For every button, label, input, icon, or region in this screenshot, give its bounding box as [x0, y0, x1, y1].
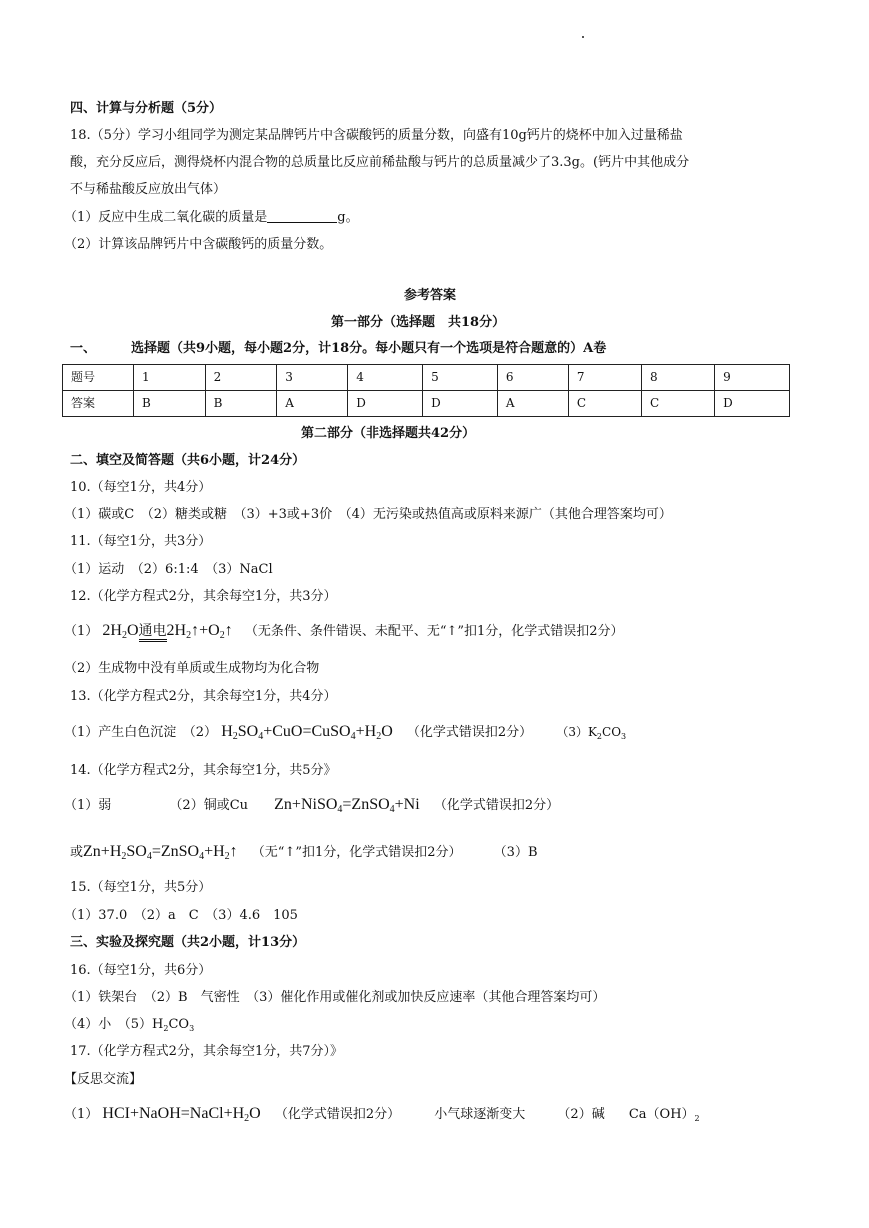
formula-text: 2H: [166, 622, 187, 639]
q16-head: 16.（每空1分，共6分）: [70, 963, 212, 978]
q16-answer1: （1）铁架台 （2）B 气密性 （3）催化作用或催化剂或加快反应速率（其他合理答案均可）: [64, 990, 606, 1005]
q14-note2: （无“↑”扣1分，化学式错误扣2分）: [251, 845, 462, 860]
subscript: 2: [186, 630, 192, 641]
q14-answer1: [64, 796, 559, 815]
q14-head: 14.（化学方程式2分，其余每空1分，共5分》: [70, 763, 337, 778]
formula-text: Zn+H: [83, 843, 122, 860]
q17-note: （化学式错误扣2分）: [274, 1107, 401, 1122]
q14-note: （化学式错误扣2分）: [433, 798, 560, 813]
subscript: 4: [389, 804, 395, 815]
table-cell: 答案: [63, 391, 134, 417]
answer-blank: [267, 210, 337, 223]
subscript: 4: [199, 851, 205, 862]
table-cell: B: [205, 391, 277, 417]
q12-answer1: [64, 622, 624, 641]
answer-title: 参考答案: [404, 288, 457, 303]
gas-arrow: ↑: [224, 622, 233, 639]
q15-head: 15.（每空1分，共5分）: [70, 880, 212, 895]
table-cell: A: [497, 391, 568, 417]
q18-sub1-text: （1）反应中生成二氧化碳的质量是: [64, 210, 268, 225]
q11-head: 11.（每空1分，共3分）: [70, 534, 212, 549]
table-cell: 3: [277, 365, 348, 391]
q18-line2: 酸，充分反应后，测得烧杯内混合物的总质量比反应前稀盐酸与钙片的总质量减少了3.3g。(钙片中其他成分: [70, 155, 690, 170]
subscript: 4: [350, 731, 356, 742]
q13-head: 13.（化学方程式2分，其余每空1分，共4分）: [70, 689, 337, 704]
subscript: 4: [258, 731, 264, 742]
section-1-title: 选择题（共9小题，每小题2分，计18分。每小题只有一个选项是符合题意的）A卷: [131, 341, 607, 356]
section-1-num: 一、: [70, 341, 97, 356]
q12-label: （1）: [64, 624, 99, 639]
q18-line3: 不与稀盐酸反应放出气体）: [70, 182, 227, 197]
formula-text: Ca（OH）: [628, 1107, 695, 1122]
formula-text: +H: [355, 723, 377, 740]
table-cell: D: [348, 391, 423, 417]
q17-answer: [64, 1105, 700, 1124]
part2-title: 第二部分（非选择题共42分）: [301, 426, 476, 441]
formula-text: Zn+NiSO: [274, 796, 338, 813]
q16-answer2: [64, 1016, 194, 1034]
q14-part3: （3）B: [493, 845, 538, 860]
q14-part1: （1）弱: [64, 798, 112, 813]
part1-title: 第一部分（选择题 共18分）: [331, 315, 506, 330]
q14-equation2: [83, 843, 238, 860]
formula-text: +Ni: [394, 796, 420, 813]
subscript: 2: [163, 1024, 169, 1033]
table-cell: 1: [134, 365, 206, 391]
q18-sub1: [64, 209, 359, 227]
section-3-title: 三、实验及探究题（共2小题，计13分）: [70, 935, 306, 950]
q15-answer: （1）37.0 （2）a C （3）4.6 105: [64, 908, 298, 923]
q17-part1: （1）: [64, 1107, 99, 1122]
formula-text: CO: [168, 1017, 190, 1032]
q12-note: （无条件、条件错误、未配平、无“↑”扣1分，化学式错误扣2分）: [244, 624, 624, 639]
q13-equation: [221, 723, 393, 740]
formula-text: HCI+NaOH=NaCl+H: [102, 1105, 245, 1122]
table-cell: 5: [423, 365, 498, 391]
formula-text: O: [381, 723, 393, 740]
formula-text: SO: [126, 843, 147, 860]
q18-sub2: （2）计算该品牌钙片中含碳酸钙的质量分数。: [64, 237, 333, 252]
subscript: 4: [337, 804, 343, 815]
table-cell: 8: [641, 365, 714, 391]
subscript: 2: [694, 1114, 700, 1123]
section-4-title: 四、计算与分析题（5分）: [70, 101, 223, 116]
q18-line1: 18.（5分）学习小组同学为测定某品牌钙片中含碳酸钙的质量分数，向盛有10g钙片的烧杯中加入过量稀盐: [70, 128, 683, 143]
table-cell: 9: [715, 365, 790, 391]
formula-text: =ZnSO: [151, 843, 200, 860]
q17-part4: [629, 1107, 700, 1122]
section-2-title: 二、填空及简答题（共6小题，计24分）: [70, 453, 306, 468]
q14-or: 或: [70, 845, 84, 860]
q12-answer2: （2）生成物中没有单质或生成物均为化合物: [64, 661, 320, 676]
q12-equation: [102, 622, 232, 639]
subscript: 2: [224, 851, 230, 862]
q12-head: 12.（化学方程式2分，其余每空1分，共3分）: [70, 589, 337, 604]
subscript: 2: [121, 851, 127, 862]
subscript: 2: [244, 1113, 250, 1124]
table-cell: C: [641, 391, 714, 417]
q11-answer: （1）运动 （2）6:1:4 （3）NaCl: [64, 562, 273, 577]
reaction-condition: 通电: [139, 624, 167, 642]
subscript: 2: [232, 731, 238, 742]
answer-table: [62, 364, 790, 417]
q10-answer: （1）碳或C （2）糖类或糖 （3）+3或+3价 （4）无污染或热值高或原料来源广（其他合理答案均可）: [64, 507, 672, 522]
q18-sub1-unit: g。: [337, 210, 359, 225]
table-cell: 题号: [63, 365, 134, 391]
table-cell: 7: [568, 365, 641, 391]
formula-text: （3）K: [556, 725, 597, 739]
table-cell: D: [423, 391, 498, 417]
q17-part2: 小气球逐渐变大: [434, 1107, 526, 1122]
formula-text: =ZnSO: [342, 796, 390, 813]
formula-text: 2H: [102, 622, 122, 639]
table-cell: 2: [205, 365, 277, 391]
q10-head: 10.（每空1分，共4分）: [70, 480, 212, 495]
formula-text: O: [249, 1105, 261, 1122]
table-cell: C: [568, 391, 641, 417]
page-mark: [582, 36, 584, 38]
q13-answer: [64, 723, 626, 742]
subscript: 2: [376, 731, 382, 742]
subscript: 4: [146, 851, 152, 862]
q14-answer2: [70, 843, 538, 862]
gas-arrow: ↑: [229, 843, 238, 860]
q17-equation: [102, 1105, 260, 1122]
formula-text: H: [221, 723, 233, 740]
formula-text: SO: [237, 723, 259, 740]
formula-text: O: [126, 622, 139, 639]
subscript: 2: [219, 630, 225, 641]
table-cell: 6: [497, 365, 568, 391]
formula-text: +H: [204, 843, 225, 860]
table-row: [63, 391, 790, 417]
subscript: 3: [189, 1024, 195, 1033]
q17-part3: （2）碱: [557, 1107, 605, 1122]
q17-label: 【反思交流】: [64, 1072, 143, 1087]
q17-head: 17.（化学方程式2分，其余每空1分，共7分）》: [70, 1044, 343, 1059]
formula-text: +CuO=CuSO: [263, 723, 351, 740]
table-cell: A: [277, 391, 348, 417]
formula-text: （4）小 （5）H: [64, 1017, 164, 1032]
table-cell: B: [134, 391, 206, 417]
formula-text: ↑+O: [191, 622, 220, 639]
formula-text: CO: [602, 725, 622, 739]
q13-part3: [556, 725, 626, 739]
table-cell: 4: [348, 365, 423, 391]
q14-part2: （2）铜或Cu: [169, 798, 249, 813]
q13-note: （化学式错误扣2分）: [406, 725, 533, 740]
q13-part1: （1）产生白色沉淀 （2）: [64, 725, 218, 740]
q14-equation: [274, 796, 420, 813]
table-row: [63, 365, 790, 391]
table-cell: D: [715, 391, 790, 417]
subscript: 2: [596, 732, 603, 741]
subscript: 3: [621, 732, 627, 741]
subscript: 2: [121, 630, 127, 641]
